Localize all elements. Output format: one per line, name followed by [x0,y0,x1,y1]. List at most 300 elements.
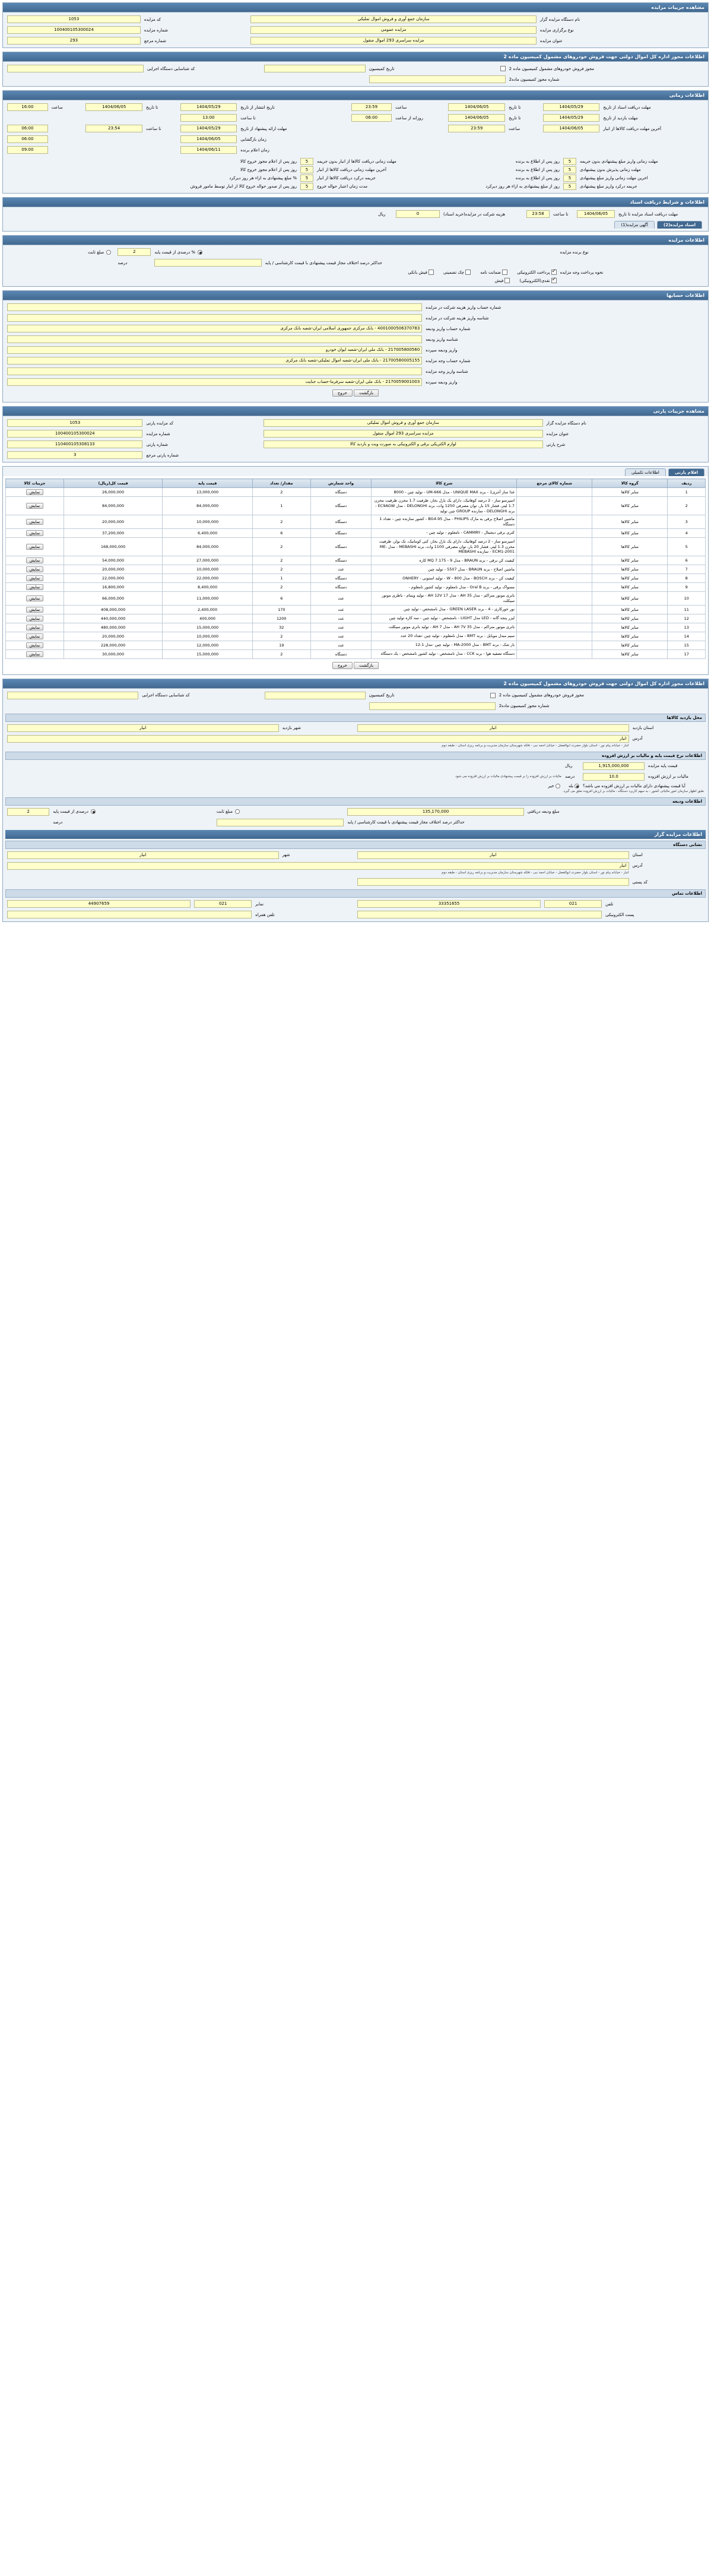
accounts-back-button[interactable]: بازگشت [354,389,379,397]
party-desc-value: لوازم الکتریکی برقی و الکترونیکی به صورت ویت و بازدید کالا [264,441,543,448]
cell-ref [517,623,592,632]
city-value: انبار [7,724,279,732]
docs-fee-currency: ریال [378,211,386,217]
cell-base: 10,000,000 [163,632,253,641]
tab-party-details[interactable]: اطلاعات تکمیلی [625,468,666,476]
cell-details [6,537,64,556]
visit-time-to: 13:00 [180,114,237,122]
cell-unit: عدد [310,641,372,649]
party-auctioneer-value: سازمان جمع آوری و فروش اموال تملیکی [264,419,543,427]
publish-date-to: 1404/06/05 [448,103,505,111]
cell-desc: باتری موتور متراکم - مدل 35 AH - مدل 17 AH 12V - تولید ویتنام - باطری موتور سیکلت [372,592,517,606]
accounts-panel [2,290,709,403]
cell-group: سایر کالاها [592,592,668,606]
cell-details [6,605,64,614]
org-city-label: شهر [282,853,290,858]
address-value: انبار [7,735,629,743]
vat-no-label: خیر [548,783,554,788]
cell-unit: عدد [310,605,372,614]
party-ref-label: شماره پارتی مرجع [146,452,179,458]
table-row [6,583,706,592]
cell-desc: دستگاه تصفیه هوا - برند CCK - مدل نامشخص - تولید کشور نامشخص - یک دستگاه [372,649,517,658]
email-label: پست الکترونیکی [605,912,634,917]
rule-label-2: اخرین مهلت زمانی واریز مبلغ پیشنهادی [580,176,648,180]
cell-no: 12 [668,614,706,623]
method-bankslip-checkbox[interactable] [428,270,434,275]
docs-time-label: ساعت [51,104,63,110]
cell-total: 16,800,000 [64,583,162,592]
acct-value-1 [7,314,422,322]
method-cash-checkbox[interactable] [551,278,557,283]
postal-code-value [357,878,629,886]
party-number-value: 100400105300024 [7,430,142,438]
cell-base: 8,400,000 [163,583,253,592]
cell-total: 30,000,000 [64,649,162,658]
item-details-button[interactable]: نمایش [26,575,44,581]
rule-text-6: % مبلغ پیشنهادی به ازاء هر روز دیرکرد [229,176,297,180]
table-row [6,528,706,537]
item-details-button[interactable]: نمایش [26,642,44,648]
time-info-panel [2,90,709,194]
cell-total: 26,000,000 [64,488,162,497]
cell-details [6,565,64,574]
cell-qty: 2 [252,565,310,574]
cell-qty: 1 [252,497,310,515]
cell-total: 20,000,000 [64,632,162,641]
cell-unit: عدد [310,623,372,632]
tab-auction-ads[interactable]: آگهی مزایده(1) [614,221,654,229]
cell-base: 84,000,000 [163,537,253,556]
cell-total: 37,200,000 [64,528,162,537]
cell-qty: 6 [252,528,310,537]
rule-days-7[interactable]: 5 [300,183,313,190]
acct-value-3 [7,335,422,343]
vat-included-label: آیا قیمت پیشنهادی دارای مالیات بر ارزش افزوده می باشد؟ [583,783,685,788]
auction-type-value: مزایده عمومی [250,26,536,34]
cell-group: سایر کالاها [592,623,668,632]
winner-date: 1404/06/11 [180,146,237,154]
tab-party-items[interactable]: اقلام پارتی [668,468,704,476]
max-diff-label: حداکثر درصد اختلاف مجاز قیمت پیشنهادی با قیمت کارشناسی / پایه [265,260,382,265]
rule-label-7: مدت زمان اعتبار حواله خروج [317,184,368,189]
bottom-panel [2,679,709,922]
rule-label-5: آخرین مهلت زمانی دریافت کالاها از انبار [317,167,386,172]
rule-text-2: روز پس از اطلاع به برنده [515,176,560,180]
open-time-label: زمان بازگشایی [240,137,266,142]
method-cash-label: نقدی(الکترونیکی) [519,278,550,283]
auction-code-label: کد مزایده [144,17,161,22]
cell-total: 66,000,000 [64,592,162,606]
rule-days-5[interactable]: 5 [300,166,313,173]
bottom-sale-permit-label: مجوز فروش خودروهای مشمول کمیسیون ماده 2 [499,693,585,698]
address-label: آدرس [632,736,643,742]
warehouse-deadline-date: 1404/06/05 [543,125,600,132]
cell-qty: 19 [252,641,310,649]
docs-info-panel [2,197,709,232]
cell-no: 2 [668,497,706,515]
auction-title-value: مزایده سراسری 293 اموال منقول [250,37,536,45]
accounts-header: اطلاعات حسابها [3,291,708,300]
acct-value-6 [7,367,422,375]
docs-deadline-time: 23:58 [526,210,550,218]
items-panel [2,466,709,675]
max-diff-pct: درصد [118,260,128,265]
cell-total: 228,000,000 [64,641,162,649]
cell-details [6,574,64,583]
publish-time-label: ساعت [395,104,407,110]
cell-desc: ماشین اصلاح برقی به مارک PHILIPS - مدل BG4-95 - کشور سازنده چین - تعداد 1 دستگاه [372,515,517,529]
vat-no-radio[interactable] [556,784,560,788]
warehouse-time-label: ساعت [509,126,520,131]
cell-base: 6,400,000 [163,528,253,537]
party-number2-value: 110400105308133 [7,441,142,448]
item-details-button[interactable]: نمایش [26,544,44,550]
cell-ref [517,556,592,565]
cell-unit: دستگاه [310,537,372,556]
items-table [5,479,706,659]
ref-number-value: 293 [7,37,141,45]
cell-unit: دستگاه [310,497,372,515]
item-details-button[interactable]: نمایش [26,503,44,509]
auction-details-panel [2,2,709,48]
org-address-label: آدرس [632,863,643,869]
cell-qty: 32 [252,623,310,632]
bottom-commission-date-label: تاریخ کمیسیون [369,693,395,698]
publish-time: 23:59 [351,103,392,111]
bottom-commission-number-value [369,702,496,710]
province-value: انبار [357,724,629,732]
rule-label-0: مهلت زمانی واریز مبلغ پیشنهادی بدون جریمه [580,159,658,164]
cell-no: 9 [668,583,706,592]
mobile-value [7,911,252,918]
cell-unit: دستگاه [310,556,372,565]
cell-ref [517,537,592,556]
acct-label-3: شناسه واریز ودیعه [426,337,458,342]
item-details-button[interactable]: نمایش [26,633,44,639]
auction-number-value: 100400105300024 [7,26,141,34]
price-vat-header: اطلاعات نرخ قیمت پایه و مالیات بر ارزش افزوده [5,752,706,760]
acct-label-0: شماره حساب واریز هزینه شرکت در مزایده [426,305,501,310]
cell-ref [517,565,592,574]
cell-qty: 2 [252,632,310,641]
publish-to-label: تا تاریخ [509,104,521,110]
vat-pct-label: درصد [565,774,575,780]
cell-base: 22,000,000 [163,574,253,583]
item-details-button[interactable]: نمایش [26,584,44,590]
rule-text-3: روز از مبلغ پیشنهادی به ازاء هر روز دیرکرد [485,184,560,189]
docs-to-label: تا تاریخ [145,104,158,110]
base-price-value: 1,915,000,000 [583,762,645,770]
rule-days-6[interactable]: 5 [300,175,313,182]
expert-code-value [7,65,144,72]
email-value [357,911,602,918]
rule-label-4: مهلت زمانی دریافت کالاها از انبار بدون جریمه [317,159,396,164]
offer-deadline-label: مهلت ارائه پیشنهاد از تاریخ [240,126,287,131]
publish-date-from: 1404/05/29 [543,103,600,111]
acct-label-4: واریز ودیعه سپرده [426,347,458,353]
cell-group: سایر کالاها [592,574,668,583]
cell-no: 17 [668,649,706,658]
cell-group: سایر کالاها [592,649,668,658]
rule-days-4[interactable]: 5 [300,158,313,165]
method-guarantee-checkbox[interactable] [502,270,507,275]
cell-group: سایر کالاها [592,641,668,649]
deposit-amount-value: 135,170,000 [347,808,523,816]
item-details-button[interactable]: نمایش [26,607,44,613]
bottom-expert-code-value [7,692,138,699]
party-auctioneer-label: نام دستگاه مزایده گزار [546,420,586,426]
tab-auction-docs[interactable]: اسناد مزایده(2) [657,221,702,229]
col-group: گروه کالا [592,479,668,488]
cell-no: 14 [668,632,706,641]
party-number-label: شماره مزایده [146,431,170,436]
visit-date-to: 1404/06/05 [448,114,505,122]
item-details-button[interactable]: نمایش [26,519,44,525]
payment-methods-label: نحوه پرداخت وجه مزایده [560,270,604,275]
fixed-label: مبلغ ثابت [88,249,104,255]
docs-time: 16:00 [7,103,48,111]
warehouse-time: 23:59 [448,125,505,132]
auctioneer-info-header: اطلاعات مزایده گزار [5,830,706,839]
cell-group: سایر کالاها [592,537,668,556]
rule-days-1[interactable]: 5 [563,166,576,173]
accounts-exit-button[interactable]: خروج [332,389,353,397]
auction-number-label: شماره مزایده [144,27,169,33]
rule-label-1: مهلت زمانی پذیرش بدون پیشنهادی [580,167,641,172]
table-row [6,605,706,614]
cell-desc: نور خورکاری - 4 - برند GREEN LASER - مدل نامشخص - تولید چین [372,605,517,614]
cell-desc: لیزر پنجه گانه - LED مدل LIGHT - نامشخص - تولید چین - سه کاره تولید چین [372,614,517,623]
cell-total: 408,000,000 [64,605,162,614]
cell-details [6,497,64,515]
acct-label-5: شماره حساب وجه مزایده [426,358,471,363]
table-row [6,649,706,658]
cell-ref [517,592,592,606]
cell-unit: عدد [310,632,372,641]
acct-value-5: 21700580005155 - بانک ملی ایران-شعبه اموال تملیکی-شعبه بانک مرکزی [7,357,422,365]
cell-base: 84,000,000 [163,497,253,515]
acct-value-0 [7,303,422,311]
col-total: قیمت کل(ریال) [64,479,162,488]
cell-desc: اسپرسو ساز - 2 درصد کوهانیک، دارای یک بارل بخار، ظرفیت 1.7 مخزن ظرفیت مخزن 1.7 لیتر، قشار 15 بار، توان مصرفی 1250 وات، برند DELONGHI - مدل EC9AGW - برند DELONGHI - سازنده GROUP چین تولید [372,497,517,515]
pct-value[interactable]: 2 [118,248,151,256]
vat-label: مالیات بر ارزش افزوده [648,774,688,780]
cell-no: 10 [668,592,706,606]
cell-qty: 2 [252,583,310,592]
base-price-currency: ریال [565,763,573,769]
cell-unit: دستگاه [310,649,372,658]
cell-ref [517,649,592,658]
cell-unit: عدد [310,592,372,606]
cell-ref [517,528,592,537]
org-province-label: استان [632,853,643,858]
winner-time: 09:00 [7,146,48,154]
cell-unit: دستگاه [310,488,372,497]
docs-deadline-time-label: تا ساعت [553,211,569,217]
cell-details [6,614,64,623]
rule-text-5: روز پس از اعلام مجوز خروج کالا [240,167,297,172]
item-details-button[interactable]: نمایش [26,530,44,536]
party-details-panel [2,406,709,462]
cell-no: 5 [668,537,706,556]
cell-total: 20,000,000 [64,565,162,574]
cell-unit: عدد [310,614,372,623]
rule-days-2[interactable]: 5 [563,175,576,182]
cell-details [6,632,64,641]
cell-ref [517,488,592,497]
docs-deadline-value: 1404/06/05 [577,210,615,218]
cell-group: سایر کالاها [592,605,668,614]
cell-details [6,488,64,497]
table-row [6,632,706,641]
cell-base: 2,400,000 [163,605,253,614]
cell-desc: کتری برقی دیجیتال - CAMMRY - نامعلوم - تولید چین - [372,528,517,537]
winner-time-label: زمان اعلام برنده [240,147,269,153]
docs-fee-label: هزینه شرکت در مزایده(خرید اسناد) [443,211,505,217]
cell-desc: ماشین اصلاح - برند BRAUN - مدل 5507 - تولید چین [372,565,517,574]
table-row [6,537,706,556]
bottom-max-diff-value[interactable] [217,819,344,826]
party-title-value: مزایده سراسری 293 اموال منقول [264,430,543,438]
commission-info-header: اطلاعات مجوز اداره کل اموال دولتی جهت فروش خودروهای مشمول کمیسیون ماده 2 [3,52,708,62]
items-exit-button[interactable]: خروج [332,662,353,669]
item-details-button[interactable]: نمایش [26,651,44,657]
auction-type-panel [2,235,709,287]
pct-radio[interactable] [198,250,202,255]
province-label: استان بازدید [632,725,654,731]
cell-base: 15,000,000 [163,649,253,658]
table-row [6,565,706,574]
item-details-button[interactable]: نمایش [26,557,44,563]
deposit-fixed-label: مبلغ ثابت [216,809,233,815]
deposit-pct-radio[interactable] [91,809,96,814]
visit-date-from: 1404/05/29 [543,114,600,122]
cell-group: سایر کالاها [592,556,668,565]
cell-total: 20,000,000 [64,515,162,529]
cell-ref [517,574,592,583]
cell-no: 1 [668,488,706,497]
item-details-button[interactable]: نمایش [26,595,44,601]
table-row [6,641,706,649]
cell-details [6,641,64,649]
city-label: شهر بازدید [282,725,301,731]
method-bankslip-label: فیش بانکی [408,270,427,275]
deposit-pct-value[interactable]: 2 [7,808,49,816]
method-check-label: چک تضمینی [443,270,464,275]
postal-code-label: کد پستی [632,879,647,885]
cell-total: 22,000,000 [64,574,162,583]
warehouse-deadline-label: آخرین مهلت دریافت کالاها از انبار [603,126,661,131]
cell-ref [517,497,592,515]
commission-date-label: تاریخ کمیسیون [369,66,395,71]
cell-ref [517,583,592,592]
vat-note2: طبق اظهار سازمان امور مالیاتی کشور ، به سهم کاربرد دستگاه ، مالیات بر ارزش افزوده تعلق می گیرد. [562,789,704,793]
party-title-label: عنوان مزایده [546,431,569,436]
acct-label-6: شناسه واریز وجه مزایده [426,369,468,374]
item-details-button[interactable]: نمایش [26,616,44,622]
sale-permit-checkbox[interactable] [500,66,506,71]
cell-total: 168,000,000 [64,537,162,556]
method-receipt-checkbox[interactable] [504,278,510,283]
cell-group: سایر کالاها [592,583,668,592]
table-row [6,556,706,565]
item-details-button[interactable]: نمایش [26,625,44,630]
party-details-header: مشاهده جزییات پارتی [3,407,708,416]
base-price-label: قیمت پایه مزایده [648,763,678,769]
acct-value-7: 2170059001003 - بانک ملی ایران-شعبه سرفرما-حساب جنایت [7,378,422,386]
party-code-value: 1053 [7,419,142,427]
cell-base: 10,000,000 [163,565,253,574]
visit-location-header: محل بازدید کالاها [5,714,706,722]
table-row [6,497,706,515]
auction-type-header: اطلاعات مزایده [3,236,708,245]
cell-ref [517,614,592,623]
cell-ref [517,515,592,529]
item-details-button[interactable]: نمایش [26,489,44,495]
item-details-button[interactable]: نمایش [26,566,44,572]
acct-label-7: واریز ودیعه سپرده [426,379,458,385]
cell-group: سایر کالاها [592,515,668,529]
cell-total: 84,000,000 [64,497,162,515]
cell-desc: کیفیت کن - برند BOSCH - مدل 800 - W - تولید استونی - ONHERY [372,574,517,583]
cell-desc: اسپرسو ساز - 2 درصد کوهانیک، دارای یک بارل بخار، کنی کوماتیک، تک بولر، ظرفیت مخزن 1.3 لیتر، فشار 20 بار، توان مصرفی 1100 وات، برند MEBASHI - مدل ME-ECM1-2001 - سازنده MEBASHI [372,537,517,556]
vat-value: 10.0 [583,773,645,781]
rule-days-0[interactable]: 5 [563,158,576,165]
table-row [6,574,706,583]
col-details: جزییات کالا [6,479,64,488]
auction-type-label: نوع برگزاری مزایده [539,27,574,33]
docs-info-header: اطلاعات و شرایط دریافت اسناد [3,198,708,207]
cell-unit: عدد [310,565,372,574]
bottom-sale-permit-checkbox[interactable] [490,693,496,698]
cell-ref [517,632,592,641]
org-city-value: انبار [7,851,279,859]
vat-yes-radio[interactable] [574,784,579,788]
table-row [6,515,706,529]
cell-total: 440,000,000 [64,614,162,623]
rule-text-1: روز پس از اطلاع به برنده [515,167,560,172]
docs-deadline-label: مهلت دریافت اسناد مزایده تا تاریخ [618,211,678,217]
open-date: 1404/06/05 [180,135,237,143]
cell-no: 8 [668,574,706,583]
cell-qty: 170 [252,605,310,614]
phone-label: تلفن [605,901,614,907]
max-diff-value[interactable] [154,259,261,267]
rule-text-4: روز پس از اعلام مجوز خروج کالا [240,159,297,164]
party-desc-label: شرح پارتی [546,442,566,447]
party-number2-label: شماره پارتی [146,442,169,447]
method-electronic-checkbox[interactable] [551,270,557,275]
cell-no: 15 [668,641,706,649]
deposit-fixed-radio[interactable] [235,809,240,814]
ref-number-label: شماره مرجع [144,38,166,43]
method-check-checkbox[interactable] [465,270,471,275]
col-ref: شماره کالای مرجع [517,479,592,488]
fixed-radio[interactable] [106,250,111,255]
cell-group: سایر کالاها [592,632,668,641]
method-electronic-label: پرداخت الکترونیکی [517,270,550,275]
rule-days-3[interactable]: 5 [563,183,576,190]
cell-no: 6 [668,556,706,565]
cell-desc: بار شک - برند BMT - مدل MA-2000 - تولید چین -مدل 1-12 [372,641,517,649]
items-back-button[interactable]: بازگشت [354,662,379,669]
cell-desc: باتری موتور متراکم - مدل 35 AH 7V - مدل 7 AH - تولید باتری موتور سیکلت [372,623,517,632]
visit-daily-label: روزانه از ساعت [395,115,423,121]
auction-code-value: 1053 [7,15,141,23]
auctioneer-label: نام دستگاه مزایده گزار [539,17,580,22]
cell-ref [517,605,592,614]
col-qty: مقدار/ تعداد [252,479,310,488]
